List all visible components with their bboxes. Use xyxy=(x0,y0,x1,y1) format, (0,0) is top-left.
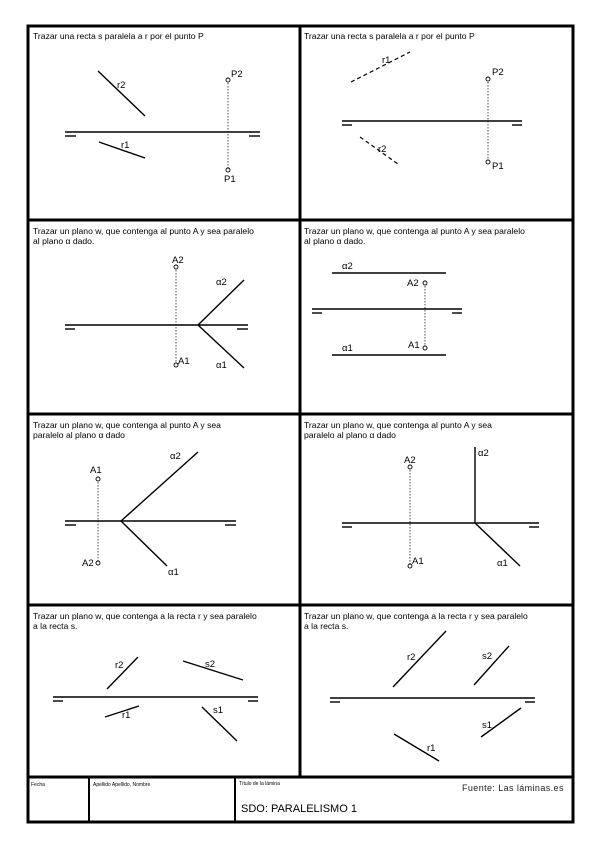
label-alpha1: α1 xyxy=(342,343,353,354)
label-alpha1: α1 xyxy=(168,567,179,578)
label-a1: A1 xyxy=(90,465,102,476)
point-a1 xyxy=(423,346,427,350)
label-alpha2: α2 xyxy=(342,261,353,272)
panel-4-diagram xyxy=(312,273,462,355)
label-r2: r2 xyxy=(117,80,126,91)
line-r2 xyxy=(98,71,145,116)
label-a1: A1 xyxy=(178,356,190,367)
label-s2: s2 xyxy=(482,651,493,662)
exercise-prompt-2: Trazar una recta s paralela a r por el punto P xyxy=(304,31,475,41)
exercise-prompt-4: Trazar un plano w, que contenga al punto A y sea paralelo al plano α dado. xyxy=(304,226,525,246)
sheet-title: SDO: PARALELISMO 1 xyxy=(241,803,357,815)
panel-8-diagram xyxy=(330,631,535,761)
title-block xyxy=(31,781,564,815)
point-p2 xyxy=(226,78,230,82)
label-r1: r1 xyxy=(382,55,391,66)
label-r1: r1 xyxy=(121,140,130,151)
exercise-prompt-6: Trazar un plano w, que contenga al punto A y sea paralelo al plano α dado xyxy=(304,420,492,440)
label-s2: s2 xyxy=(205,659,216,670)
label-s1: s1 xyxy=(482,720,493,731)
label-s1: s1 xyxy=(213,705,224,716)
label-r2: r2 xyxy=(378,144,387,155)
label-alpha2: α2 xyxy=(478,448,489,459)
line-r1-dashed xyxy=(351,52,410,82)
label-a2: A2 xyxy=(407,278,419,289)
label-p1: P1 xyxy=(224,174,236,185)
trace-alpha2 xyxy=(121,452,198,521)
exercise-prompt-5: Trazar un plano w, que contenga al punto A y sea paralelo al plano α dado xyxy=(33,420,221,440)
label-p2: P2 xyxy=(492,67,504,78)
label-p2: P2 xyxy=(231,69,243,80)
exercise-prompt-3: Trazar un plano w, que contenga al punto A y sea paralelo al plano α dado. xyxy=(33,226,254,246)
label-r2: r2 xyxy=(407,652,416,663)
point-p1 xyxy=(486,160,490,164)
label-r1: r1 xyxy=(427,743,436,754)
label-a2: A2 xyxy=(172,255,184,266)
label-p1: P1 xyxy=(492,161,504,172)
source-credit: Fuente: Las láminas.es xyxy=(462,783,564,793)
panel-1-diagram xyxy=(65,71,260,172)
label-a1: A1 xyxy=(408,340,420,351)
label-alpha2: α2 xyxy=(170,451,181,462)
point-a1 xyxy=(96,477,100,481)
label-a1: A1 xyxy=(412,556,424,567)
point-p1 xyxy=(226,168,230,172)
label-alpha1: α1 xyxy=(497,558,508,569)
panel-7-diagram xyxy=(53,657,258,741)
exercise-prompt-1: Trazar una recta s paralela a r por el punto P xyxy=(33,31,204,41)
title-label: Título de la lámina xyxy=(239,781,280,787)
label-r2: r2 xyxy=(115,660,124,671)
trace-alpha1 xyxy=(121,521,167,566)
exercise-prompt-8: Trazar un plano w, que contenga a la recta r y sea paralelo a la recta s. xyxy=(304,611,528,631)
label-r1: r1 xyxy=(122,710,131,721)
line-r2 xyxy=(393,631,446,687)
name-label: Apellido Apellido, Nombre xyxy=(93,782,151,788)
label-a2: A2 xyxy=(82,558,94,569)
exercise-prompt-7: Trazar un plano w, que contenga a la recta r y sea paralelo a la recta s. xyxy=(33,611,257,631)
point-a2 xyxy=(96,561,100,565)
fecha-label: Fecha xyxy=(31,782,45,788)
label-alpha1: α1 xyxy=(216,360,227,371)
panel-6-diagram xyxy=(342,447,539,568)
point-p2 xyxy=(486,77,490,81)
label-a2: A2 xyxy=(404,455,416,466)
point-a2 xyxy=(423,281,427,285)
label-alpha2: α2 xyxy=(216,277,227,288)
